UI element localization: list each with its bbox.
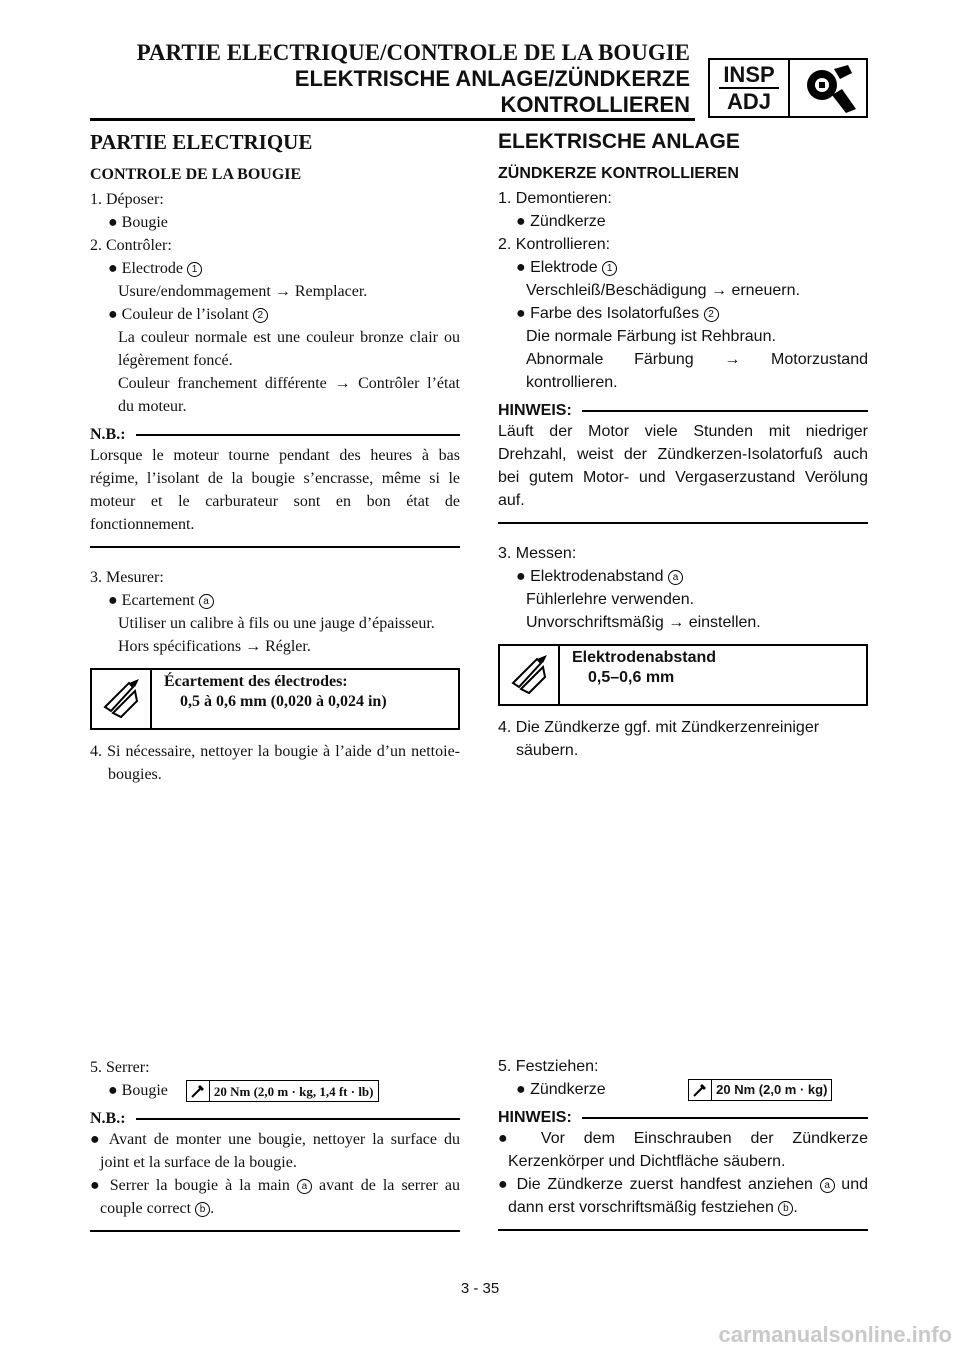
note-2-heading: HINWEIS: [498, 1109, 868, 1127]
note-2-end-rule [90, 1230, 460, 1232]
note-2-item-2: ● Die Zündkerze zuerst handfest anziehen a und dann erst vorschriftsmäßig festziehen b . [498, 1176, 868, 1216]
note-text: Lorsque le moteur tourne pendant des heures à bas régime, l’isolant de la bougie s’encrasse, même si le moteur et le carburateur sont en bon état de fonctionnement. [90, 447, 460, 533]
wrench-inspect-icon [790, 60, 866, 116]
section-title: PARTIE ELECTRIQUE [90, 130, 313, 154]
step-5: 5. Serrer: [90, 1059, 150, 1076]
step-1-item: ● Zündkerze [516, 213, 606, 230]
step-2-item-2-text-1: La couleur normale est une couleur bronze clair ou légèrement foncé. [118, 329, 460, 369]
step-3-item: ● Elektrodenabstand a [498, 565, 868, 588]
torque-value: 20 Nm (2,0 m · kg) [716, 1082, 828, 1098]
note-2-item-1: ● Avant de monter une bougie, nettoyer la surface du joint et la surface de la bougie. [90, 1131, 460, 1172]
subsection-title: ZÜNDKERZE KONTROLLIEREN [498, 165, 739, 182]
torque-wrench-icon [187, 1081, 210, 1101]
step-3-text-2: Unvorschriftsmäßig → einstellen. [526, 614, 761, 631]
note-text: Läuft der Motor viele Stunden mit niedriger Drehzahl, weist der Zündkerzen-Isolatorfuß auch bei gutem Motor- und Vergaserzustand Verölung auf. [498, 423, 868, 509]
step-4: 4. Si nécessaire, nettoyer la bougie à l’aide d’un nettoie-bougies. [90, 743, 460, 783]
step-2: 2. Kontrollieren: [498, 236, 611, 253]
note-2-item-2: ● Serrer la bougie à la main a avant de la serrer au couple correct b . [90, 1177, 461, 1218]
step-2-item-1: ● Elektrode 1 [498, 256, 868, 279]
spec-title: Elektrodenabstand [572, 649, 717, 666]
step-1: 1. Déposer: [90, 191, 164, 208]
spec-box [90, 668, 460, 730]
note-2-item-1: ● Vor dem Einschrauben der Zündkerze Kerzenkörper und Dichtfläche säubern. [498, 1130, 869, 1170]
french-column [90, 125, 460, 1250]
watermark: carmanualsonline.info [718, 1322, 952, 1347]
step-1: 1. Demontieren: [498, 190, 612, 207]
feeler-gauge-icon [92, 670, 152, 728]
spec-value: 0,5–0,6 mm [588, 669, 675, 686]
spec-title: Écartement des électrodes: [164, 673, 348, 690]
page-number: 3 - 35 [460, 1280, 500, 1297]
step-4: 4. Die Zündkerze ggf. mit Zündkerzenreiniger säubern. [498, 719, 820, 759]
step-1-item: ● Bougie [108, 214, 168, 231]
section-title: ELEKTRISCHE ANLAGE [498, 130, 740, 153]
spec-box [498, 644, 868, 706]
header-title-de: ELEKTRISCHE ANLAGE/ZÜNDKERZE [294, 66, 690, 91]
callout-2: 2 [253, 308, 268, 323]
step-5: 5. Festziehen: [498, 1058, 599, 1075]
note-heading: HINWEIS: [498, 402, 868, 420]
callout-a: a [199, 594, 214, 609]
torque-box [688, 1079, 832, 1101]
badge-insp: INSP [723, 62, 775, 87]
step-5-item: ● Zündkerze 20 Nm (2,0 m · kg) [498, 1078, 868, 1101]
header-rule [90, 118, 695, 121]
step-3: 3. Messen: [498, 545, 577, 562]
step-3-text-1: Fühlerlehre verwenden. [526, 591, 695, 608]
note-end-rule [498, 522, 868, 524]
step-3-item: ● Ecartement a [90, 589, 460, 612]
step-2-item-2-text-2: Abnormale Färbung → Motorzustand kontrollieren. [526, 351, 868, 391]
german-column [498, 125, 868, 1249]
step-3-text-2: Hors spécifications → Régler. [118, 638, 311, 655]
callout-2: 2 [704, 307, 719, 322]
step-2: 2. Contrôler: [90, 237, 172, 254]
step-2-item-2: ● Farbe des Isolatorfußes 2 [498, 302, 868, 325]
note-end-rule [90, 546, 460, 548]
step-2-item-1-text: Verschleiß/Beschädigung → erneuern. [526, 282, 800, 299]
section-badge [708, 58, 868, 118]
feeler-gauge-icon [500, 646, 560, 704]
torque-box [186, 1080, 379, 1102]
callout-1: 1 [602, 261, 617, 276]
step-2-item-2-text-2: Couleur franchement différente → Contrôler l’état du moteur. [118, 375, 460, 415]
step-2-item-1-text: Usure/endommagement → Remplacer. [118, 283, 368, 300]
note-2-heading: N.B.: [90, 1110, 460, 1128]
callout-1: 1 [187, 262, 202, 277]
header-title-de-2: KONTROLLIEREN [500, 92, 690, 117]
torque-wrench-icon [689, 1080, 712, 1100]
step-5-item: ● Bougie 20 Nm (2,0 m · kg, 1,4 ft · lb) [90, 1079, 460, 1102]
step-2-item-2-text-1: Die normale Färbung ist Rehbraun. [526, 328, 776, 345]
badge-adj: ADJ [726, 89, 771, 114]
page-header [137, 40, 690, 118]
note-heading: N.B.: [90, 426, 460, 444]
step-3: 3. Mesurer: [90, 569, 164, 586]
note-2-end-rule [498, 1229, 868, 1231]
step-2-item-2: ● Couleur de l’isolant 2 [90, 303, 460, 326]
step-2-item-1: ● Electrode 1 [90, 257, 460, 280]
callout-a: a [668, 570, 683, 585]
spec-value: 0,5 à 0,6 mm (0,020 à 0,024 in) [180, 693, 387, 710]
subsection-title: CONTROLE DE LA BOUGIE [90, 166, 302, 183]
torque-value: 20 Nm (2,0 m · kg, 1,4 ft · lb) [213, 1083, 374, 1099]
step-3-text-1: Utiliser un calibre à fils ou une jauge d’épaisseur. [118, 615, 435, 632]
header-title-fr: PARTIE ELECTRIQUE/CONTROLE DE LA BOUGIE [136, 40, 690, 65]
